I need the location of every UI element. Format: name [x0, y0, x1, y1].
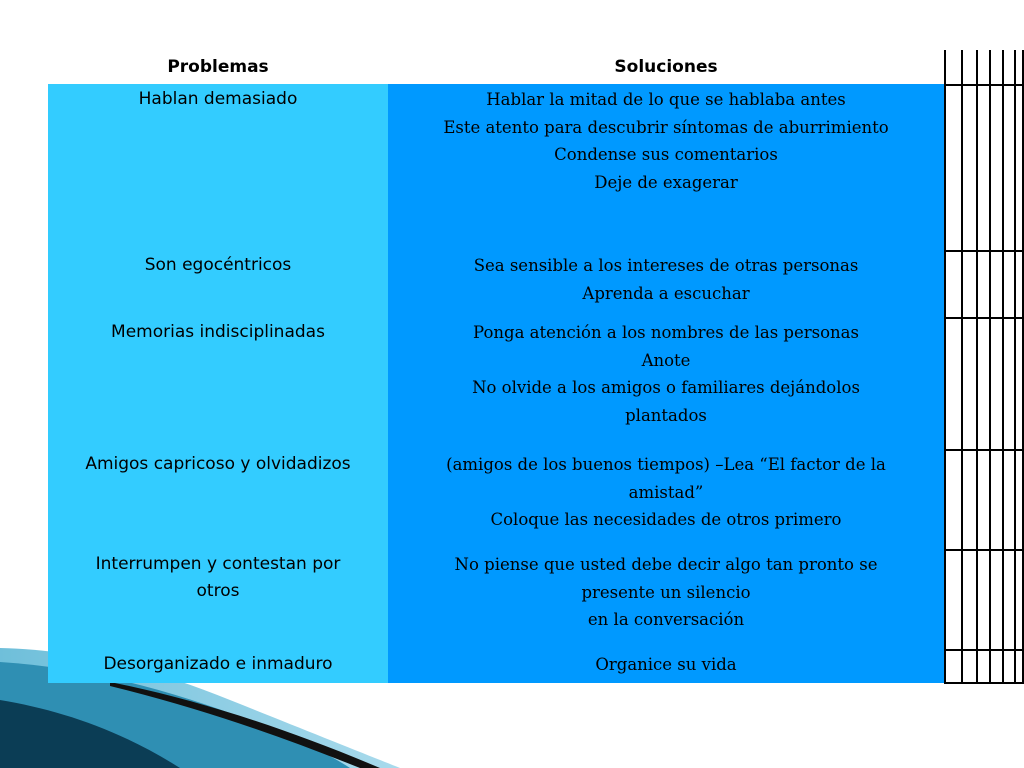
problem-text-line: otros	[196, 581, 240, 601]
solution-line: en la conversación	[587, 610, 745, 629]
solution-line: Ponga atención a los nombres de las personas	[473, 323, 859, 342]
grid-vline	[976, 50, 978, 684]
solution-line: Organice su vida	[595, 655, 737, 674]
problem-text: Son egocéntricos	[144, 255, 292, 275]
solution-line: No piense que usted debe decir algo tan pronto se	[454, 555, 878, 574]
grid-vline	[989, 50, 991, 684]
solution-line: Hablar la mitad de lo que se hablaba antes	[486, 90, 846, 109]
solution-line: Aprenda a escuchar	[582, 283, 750, 303]
problem-text-line: Interrumpen y contestan por	[95, 554, 341, 574]
solution-line: Anote	[641, 350, 691, 370]
table-body	[48, 84, 944, 683]
solution-line: No olvide a los amigos o familiares dejándolos	[472, 378, 860, 397]
table-row	[48, 549, 944, 649]
table-row	[48, 649, 944, 683]
solution-line: amistad”	[628, 482, 704, 502]
grid-hline	[944, 682, 1024, 684]
grid-vline	[1002, 50, 1004, 684]
solution-cell	[388, 84, 944, 250]
solution-line: Sea sensible a los intereses de otras personas	[473, 256, 859, 275]
table-grid-lines	[944, 50, 1024, 684]
problem-text: Memorias indisciplinadas	[111, 322, 325, 342]
header-solutions: Soluciones	[614, 57, 718, 77]
solution-line: presente un silencio	[581, 582, 751, 602]
grid-hline	[944, 317, 1024, 319]
solution-line: (amigos de los buenos tiempos) –Lea “El factor de la	[446, 455, 886, 474]
solution-line: plantados	[625, 405, 707, 425]
solution-line: Coloque las necesidades de otros primero	[490, 510, 842, 529]
problem-text: Desorganizado e inmaduro	[103, 654, 333, 674]
grid-hline	[944, 84, 1024, 86]
solution-line: Condense sus comentarios	[554, 145, 778, 164]
table-row	[48, 449, 944, 549]
table-row	[48, 250, 944, 317]
grid-hline	[944, 449, 1024, 451]
problem-cell	[48, 449, 388, 549]
solution-cell	[388, 449, 944, 549]
solution-cell	[388, 250, 944, 317]
grid-hline	[944, 250, 1024, 252]
grid-hline	[944, 549, 1024, 551]
table-row	[48, 84, 944, 250]
solution-cell	[388, 649, 944, 683]
solution-cell	[388, 549, 944, 649]
problem-cell	[48, 649, 388, 683]
grid-vline	[1014, 50, 1016, 684]
grid-hline	[944, 649, 1024, 651]
problem-text: Amigos capricoso y olvidadizos	[85, 454, 351, 474]
header-problems: Problemas	[167, 57, 269, 77]
problem-cell	[48, 250, 388, 317]
solution-line: Este atento para descubrir síntomas de aburrimiento	[443, 117, 889, 137]
table-header	[48, 50, 944, 84]
problem-cell	[48, 549, 388, 649]
grid-vline	[944, 50, 946, 684]
problem-cell	[48, 84, 388, 250]
solution-line: Deje de exagerar	[594, 172, 738, 192]
problem-cell	[48, 317, 388, 449]
solution-cell	[388, 317, 944, 449]
table-row	[48, 317, 944, 449]
grid-vline	[1022, 50, 1024, 684]
grid-vline	[961, 50, 963, 684]
problem-text: Hablan demasiado	[138, 89, 298, 109]
